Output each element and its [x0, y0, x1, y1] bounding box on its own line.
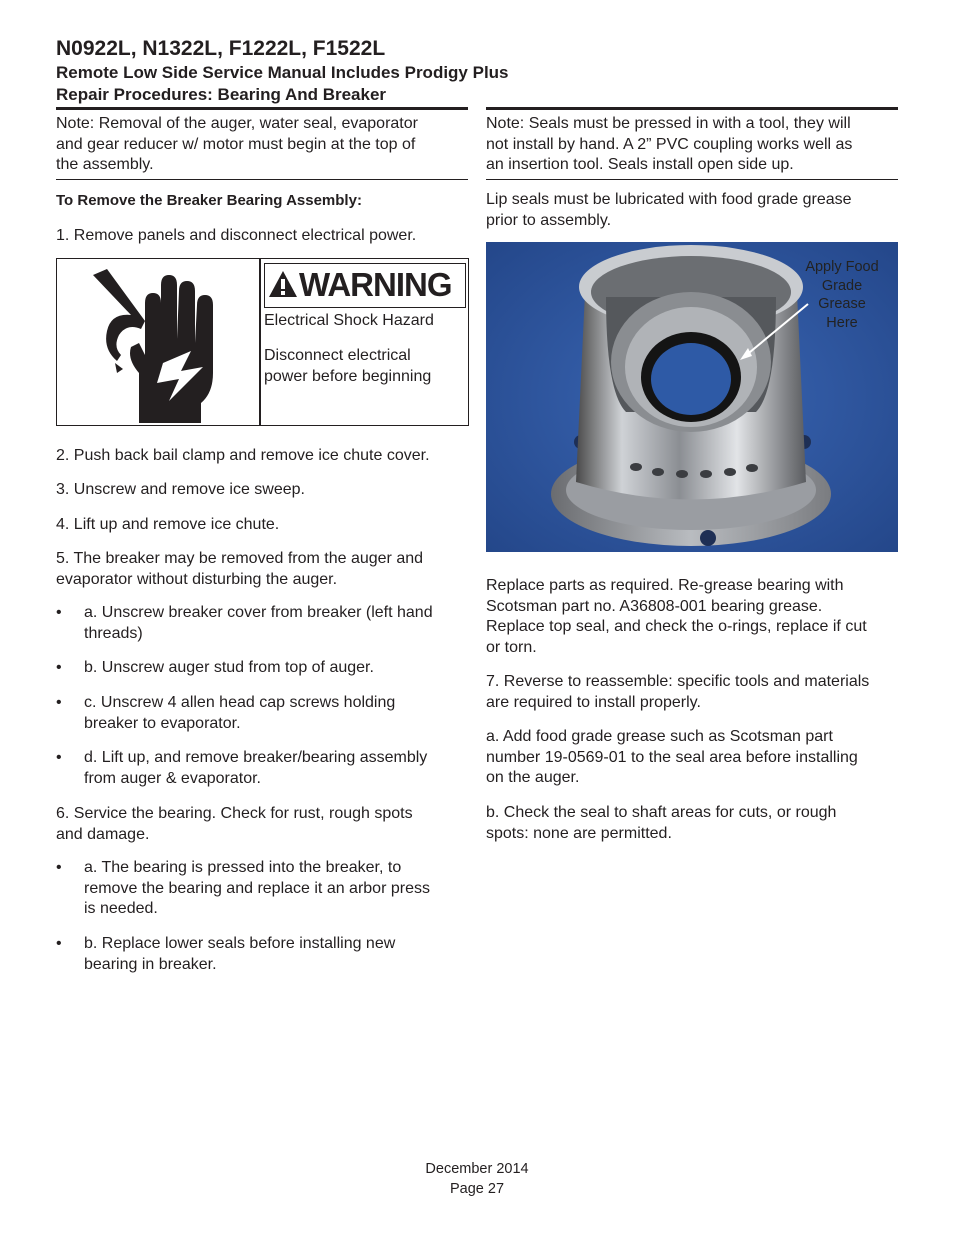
warning-divider: [259, 259, 261, 425]
left-note-line-2: and gear reducer w/ motor must begin at the top of: [56, 135, 416, 153]
replace-line-4: or torn.: [486, 638, 537, 656]
right-header-rule: [486, 107, 898, 110]
manual-title: Remote Low Side Service Manual Includes Prodigy Plus: [56, 63, 509, 82]
step-7a-line-2: number 19-0569-01 to the seal area before installing: [486, 748, 858, 766]
step-7-line-1: 7. Reverse to reassemble: specific tools and materials: [486, 673, 870, 690]
electric-shock-hand-icon: [87, 263, 247, 423]
step-6-line-1: 6. Service the bearing. Check for rust, rough spots: [56, 805, 413, 822]
replace-line-3: Replace top seal, and check the o-rings, replace if cut: [486, 618, 867, 636]
warning-hazard: Electrical Shock Hazard: [264, 312, 434, 329]
right-note-line-2: not install by hand. A 2” PVC coupling works well as: [486, 135, 853, 153]
step-7-line-2: are required to install properly.: [486, 693, 701, 711]
replace-line-2: Scotsman part no. A36808-001 bearing grease.: [486, 597, 823, 615]
left-note-rule: [56, 179, 468, 180]
step-5-line-2: evaporator without disturbing the auger.: [56, 570, 338, 588]
page-header: [56, 36, 916, 106]
lube-line-2: prior to assembly.: [486, 211, 612, 229]
lube-line-1: Lip seals must be lubricated with food grade grease: [486, 191, 852, 208]
breaker-subheading: To Remove the Breaker Bearing Assembly:: [56, 192, 362, 209]
step-5-line-1: 5. The breaker may be removed from the auger and: [56, 550, 424, 567]
section-title: Repair Procedures: Bearing And Breaker: [56, 85, 387, 104]
step-1: 1. Remove panels and disconnect electrical power.: [56, 227, 417, 244]
model-numbers: N0922L, N1322L, F1222L, F1522L: [56, 37, 386, 60]
left-header-rule: [56, 107, 468, 110]
step-7a-line-1: a. Add food grade grease such as Scotsman part: [486, 728, 833, 745]
left-note-line-1: Note: Removal of the auger, water seal, evaporator: [56, 115, 418, 132]
warning-instruction-line-1: Disconnect electrical: [264, 347, 411, 364]
warning-instruction-line-2: power before beginning: [264, 367, 432, 385]
warning-box: [56, 258, 469, 426]
right-note-rule: [486, 179, 898, 180]
step-6-line-2: and damage.: [56, 825, 150, 843]
warning-triangle-icon: [268, 270, 298, 298]
warning-header: [264, 263, 466, 308]
step-7a-line-3: on the auger.: [486, 769, 580, 787]
step-4: 4. Lift up and remove ice chute.: [56, 516, 280, 533]
footer-date: December 2014: [425, 1161, 529, 1177]
step-3: 3. Unscrew and remove ice sweep.: [56, 481, 305, 498]
right-note-line-1: Note: Seals must be pressed in with a tool, they will: [486, 115, 851, 132]
grease-callout: Apply Food Grade Grease Here: [805, 259, 879, 331]
replace-line-1: Replace parts as required. Re-grease bearing with: [486, 577, 844, 594]
left-note-line-3: the assembly.: [56, 156, 154, 174]
right-note-line-3: an insertion tool. Seals install open side up.: [486, 156, 794, 174]
step-7b-line-1: b. Check the seal to shaft areas for cuts, or rough: [486, 804, 837, 821]
footer-page-number: Page 27: [449, 1181, 505, 1197]
step-2: 2. Push back bail clamp and remove ice chute cover.: [56, 447, 430, 464]
warning-word: WARNING: [299, 266, 452, 303]
step-7b-line-2: spots: none are permitted.: [486, 824, 672, 842]
